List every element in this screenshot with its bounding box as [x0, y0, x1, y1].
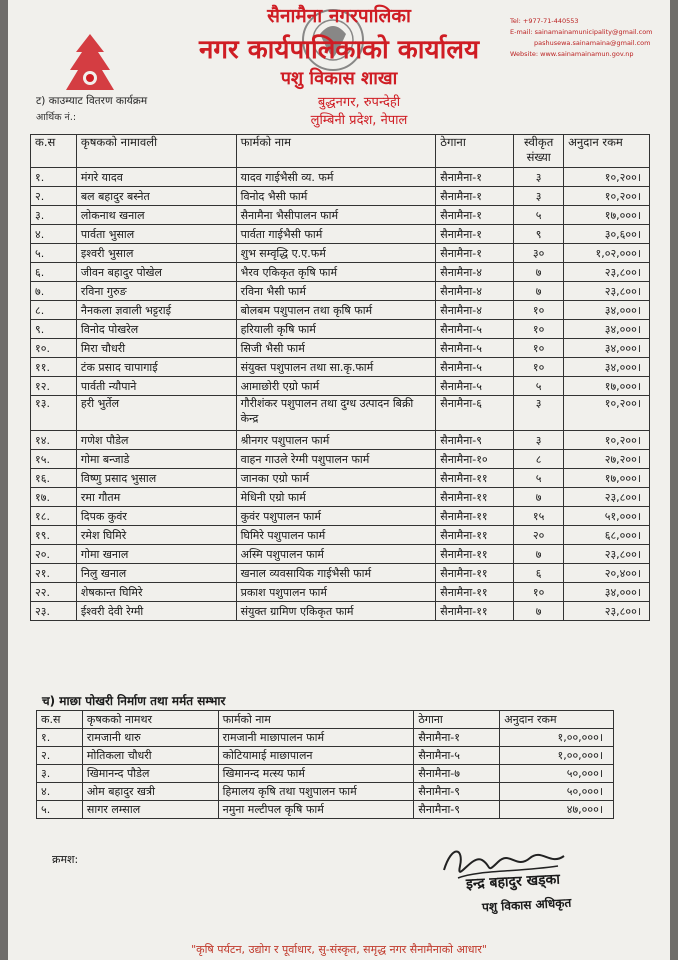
cell-farm-name: प्रकाश पशुपालन फार्म [236, 583, 436, 602]
signatory-name: इन्द्र बहादुर खड्का [465, 871, 561, 893]
cell-approved-count: ७ [514, 545, 564, 564]
table-row [31, 282, 650, 301]
table-row [31, 507, 650, 526]
cell-grant-amount: १,००,०००। [500, 747, 614, 765]
cell-grant-amount: २०,४००। [564, 564, 650, 583]
cell-address: सैनामैना-१० [436, 450, 514, 469]
table-row [37, 783, 614, 801]
cell-approved-count: ५ [514, 377, 564, 396]
cell-address: सैनामैना-५ [436, 320, 514, 339]
cell-grant-amount: ५०,०००। [500, 783, 614, 801]
col-header-address: ठेगाना [414, 711, 500, 729]
cell-approved-count: ७ [514, 263, 564, 282]
office-name: नगर कार्यपालिकाको कार्यालय [198, 35, 480, 65]
cell-sn: ४. [37, 783, 83, 801]
table-row [37, 801, 614, 819]
cell-grant-amount: २७,२००। [564, 450, 650, 469]
cell-farmer-name: ईश्वरी देवी रेग्मी [76, 602, 236, 621]
table-row [37, 747, 614, 765]
cell-sn: ११. [31, 358, 77, 377]
cell-approved-count: १० [514, 339, 564, 358]
letterhead [8, 0, 670, 128]
cell-address: सैनामैना-११ [436, 564, 514, 583]
cell-sn: २२. [31, 583, 77, 602]
cell-approved-count: ३० [514, 244, 564, 263]
cell-address: सैनामैना-४ [436, 282, 514, 301]
table-row [31, 431, 650, 450]
cell-grant-amount: ६८,०००। [564, 526, 650, 545]
cell-grant-amount: ३४,०००। [564, 320, 650, 339]
table-row [31, 206, 650, 225]
cell-approved-count: ५ [514, 469, 564, 488]
cell-sn: ३. [31, 206, 77, 225]
cell-farmer-name: गोमा बन्जाडे [76, 450, 236, 469]
contact-website: Website: www.sainamainamun.gov.np [510, 50, 634, 58]
cowmat-distribution-table [30, 134, 650, 621]
municipality-name: सैनामैना नगरपालिका [267, 5, 411, 27]
continued-marker: क्रमश: [52, 853, 79, 866]
cell-approved-count: १० [514, 320, 564, 339]
cell-farmer-name: इश्वरी भुसाल [76, 244, 236, 263]
cell-approved-count: १० [514, 583, 564, 602]
table-header-row [37, 711, 614, 729]
cell-farm-name: अस्मि पशुपालन फार्म [236, 545, 436, 564]
cell-farm-name: आमाछोरी एग्रो फार्म [236, 377, 436, 396]
cell-farmer-name: ओम बहादुर खत्री [82, 783, 218, 801]
cell-farm-name: यादव गाईभैसी व्य. फर्म [236, 168, 436, 187]
cell-address: सैनामैना-१ [436, 206, 514, 225]
col-header-farm: फार्मको नाम [236, 135, 436, 168]
col-header-grant-amount: अनुदान रकम [500, 711, 614, 729]
cell-sn: ५. [31, 244, 77, 263]
cell-farmer-name: बल बहादुर बस्नेत [76, 187, 236, 206]
table-row [31, 225, 650, 244]
cell-farm-name: वाहन गाउले रेग्मी पशुपालन फार्म [236, 450, 436, 469]
cell-grant-amount: १७,०००। [564, 377, 650, 396]
cell-address: सैनामैना-७ [414, 765, 500, 783]
cell-address: सैनामैना-४ [436, 301, 514, 320]
table-row [37, 729, 614, 747]
cell-grant-amount: २३,८००। [564, 282, 650, 301]
cell-approved-count: २० [514, 526, 564, 545]
cell-approved-count: ६ [514, 564, 564, 583]
cell-farmer-name: मंगरे यादव [76, 168, 236, 187]
cell-farmer-name: लोकनाथ खनाल [76, 206, 236, 225]
cell-farmer-name: गोमा खनाल [76, 545, 236, 564]
cell-address: सैनामैना-९ [436, 431, 514, 450]
cell-farmer-name: रमा गौतम [76, 488, 236, 507]
cell-grant-amount: ५१,०००। [564, 507, 650, 526]
cell-farm-name: कोटियामाई माछापालन [218, 747, 414, 765]
cell-approved-count: ३ [514, 431, 564, 450]
table-row [37, 765, 614, 783]
table-header-row [31, 135, 650, 168]
table-row [31, 168, 650, 187]
cell-farmer-name: विष्णु प्रसाद भुसाल [76, 469, 236, 488]
cell-farm-name: मेधिनी एग्रो फार्म [236, 488, 436, 507]
table-row [31, 602, 650, 621]
cell-sn: १०. [31, 339, 77, 358]
cell-grant-amount: ३४,०००। [564, 583, 650, 602]
cell-farm-name: खनाल व्यवसायिक गाईभैसी फार्म [236, 564, 436, 583]
contact-tel: Tel: +977-71-440553 [510, 17, 579, 25]
cell-sn: २. [31, 187, 77, 206]
table-row [31, 187, 650, 206]
cell-grant-amount: ४७,०००। [500, 801, 614, 819]
cell-sn: ४. [31, 225, 77, 244]
cell-farmer-name: पार्वती न्यौपाने [76, 377, 236, 396]
cell-address: सैनामैना-५ [414, 747, 500, 765]
cell-sn: ३. [37, 765, 83, 783]
cell-farm-name: संयुक्त पशुपालन तथा सा.कृ.फार्म [236, 358, 436, 377]
cell-farm-name: संयुक्त ग्रामिण एकिकृत फार्म [236, 602, 436, 621]
cell-farmer-name: रविना गुरुङ [76, 282, 236, 301]
table-row [31, 488, 650, 507]
cell-address: सैनामैना-११ [436, 545, 514, 564]
col-header-approved-count: स्वीकृत संख्या [514, 135, 564, 168]
cell-farm-name: शुभ सम्वृद्धि ए.ए.फर्म [236, 244, 436, 263]
cell-farmer-name: मोतिकला चौधरी [82, 747, 218, 765]
cell-grant-amount: १०,२००। [564, 431, 650, 450]
table-row [31, 301, 650, 320]
table-row [31, 263, 650, 282]
fish-pond-table [36, 710, 614, 819]
cell-approved-count: १० [514, 301, 564, 320]
cell-address: सैनामैना-६ [436, 396, 514, 431]
office-address: बुद्धनगर, रुपन्देही [317, 95, 401, 110]
cell-address: सैनामैना-४ [436, 263, 514, 282]
cell-sn: १८. [31, 507, 77, 526]
cell-farm-name: बोलबम पशुपालन तथा कृषि फार्म [236, 301, 436, 320]
cell-grant-amount: १,००,०००। [500, 729, 614, 747]
cell-farm-name: हिमालय कृषि तथा पशुपालन फार्म [218, 783, 414, 801]
cell-farm-name: सिजी भैसी फार्म [236, 339, 436, 358]
cell-sn: ५. [37, 801, 83, 819]
cell-approved-count: ७ [514, 488, 564, 507]
cell-farm-name: नमुना मल्टीपल कृषि फार्म [218, 801, 414, 819]
program-title: ट) काउम्याट वितरण कार्यक्रम [36, 95, 148, 107]
cell-sn: २१. [31, 564, 77, 583]
col-header-grant-amount: अनुदान रकम [564, 135, 650, 168]
cell-farmer-name: निलु खनाल [76, 564, 236, 583]
cell-sn: २०. [31, 545, 77, 564]
cell-approved-count: ७ [514, 602, 564, 621]
col-header-sn: क.स [31, 135, 77, 168]
cell-grant-amount: ३४,०००। [564, 301, 650, 320]
branch-name: पशु विकास शाखा [280, 68, 398, 89]
cell-approved-count: ५ [514, 206, 564, 225]
cell-approved-count: ७ [514, 282, 564, 301]
cell-grant-amount: १,०२,०००। [564, 244, 650, 263]
cell-sn: ८. [31, 301, 77, 320]
cell-farm-name: खिमानन्द मत्स्य फार्म [218, 765, 414, 783]
cell-grant-amount: १७,०००। [564, 206, 650, 225]
col-header-sn: क.स [37, 711, 83, 729]
cell-grant-amount: ३०,६००। [564, 225, 650, 244]
cell-approved-count: १० [514, 358, 564, 377]
cell-farm-name: घिमिरे पशुपालन फार्म [236, 526, 436, 545]
cell-farmer-name: रामजानी थारु [82, 729, 218, 747]
cell-approved-count: ३ [514, 168, 564, 187]
cell-address: सैनामैना-९ [414, 783, 500, 801]
cell-farmer-name: पार्वता भुसाल [76, 225, 236, 244]
table-row [31, 583, 650, 602]
cell-farm-name: रामजानी माछापालन फार्म [218, 729, 414, 747]
cell-approved-count: ३ [514, 396, 564, 431]
cell-grant-amount: १०,२००। [564, 168, 650, 187]
cell-sn: ७. [31, 282, 77, 301]
cell-farmer-name: नैनकला ज्ञवाली भट्टराई [76, 301, 236, 320]
cell-farmer-name: हरी भुर्तेल [76, 396, 236, 431]
cell-farmer-name: खिमानन्द पौडेल [82, 765, 218, 783]
cell-sn: ६. [31, 263, 77, 282]
cell-address: सैनामैना-११ [436, 583, 514, 602]
cell-farmer-name: सागर लम्साल [82, 801, 218, 819]
contact-block [510, 16, 660, 60]
cell-farm-name: जानका एग्रो फार्म [236, 469, 436, 488]
cell-farm-name: श्रीनगर पशुपालन फार्म [236, 431, 436, 450]
cell-address: सैनामैना-५ [436, 377, 514, 396]
table-row [31, 564, 650, 583]
cell-sn: १२. [31, 377, 77, 396]
table-row [31, 526, 650, 545]
table-row [31, 244, 650, 263]
cell-sn: १४. [31, 431, 77, 450]
cell-grant-amount: २३,८००। [564, 263, 650, 282]
cell-farmer-name: गणेश पौडेल [76, 431, 236, 450]
cell-sn: १९. [31, 526, 77, 545]
table-row [31, 320, 650, 339]
cell-address: सैनामैना-१ [436, 225, 514, 244]
cell-grant-amount: १०,२००। [564, 396, 650, 431]
cell-farm-name: सैनामैना भैसीपालन फार्म [236, 206, 436, 225]
cell-sn: १. [31, 168, 77, 187]
table-row [31, 469, 650, 488]
cell-grant-amount: १०,२००। [564, 187, 650, 206]
document-page [8, 0, 670, 960]
cell-grant-amount: ५०,०००। [500, 765, 614, 783]
program-subtitle: आर्थिक नं.: [36, 112, 77, 123]
cell-farm-name: गौरीशंकर पशुपालन तथा दुग्ध उत्पादन बिक्री केन्द्र [236, 396, 436, 431]
cell-sn: १७. [31, 488, 77, 507]
cell-address: सैनामैना-११ [436, 526, 514, 545]
cell-farmer-name: दिपक कुवंर [76, 507, 236, 526]
cell-sn: २३. [31, 602, 77, 621]
office-province: लुम्बिनी प्रदेश, नेपाल [310, 113, 408, 128]
cell-approved-count: १५ [514, 507, 564, 526]
cell-approved-count: ८ [514, 450, 564, 469]
signatory-designation: पशु विकास अधिकृत [481, 895, 572, 915]
table-row [31, 396, 650, 431]
cell-grant-amount: १७,०००। [564, 469, 650, 488]
cell-sn: १. [37, 729, 83, 747]
cell-farmer-name: विनोद पोखरेल [76, 320, 236, 339]
cell-farmer-name: रमेश घिमिरे [76, 526, 236, 545]
table-row [31, 339, 650, 358]
cell-farmer-name: शेषकान्त घिमिरे [76, 583, 236, 602]
cell-farm-name: भैरव एकिकृत कृषि फार्म [236, 263, 436, 282]
cell-approved-count: ९ [514, 225, 564, 244]
cell-address: सैनामैना-११ [436, 469, 514, 488]
col-header-farmer: कृषकको नामथर [82, 711, 218, 729]
cell-address: सैनामैना-१ [436, 168, 514, 187]
cell-farmer-name: मिरा चौधरी [76, 339, 236, 358]
footer-slogan: "कृषि पर्यटन, उद्योग र पूर्वाधार, सु-संस्कृत, समृद्ध नगर सैनामैनाको आधार" [191, 943, 487, 956]
cell-grant-amount: ३४,०००। [564, 358, 650, 377]
table-row [31, 377, 650, 396]
table-row [31, 450, 650, 469]
cell-address: सैनामैना-५ [436, 339, 514, 358]
contact-email: E-mail: sainamainamunicipality@gmail.com [510, 28, 653, 36]
section-fish-pond-title: च) माछा पोखरी निर्माण तथा मर्मत सम्भार [42, 694, 226, 708]
cell-grant-amount: ३४,०००। [564, 339, 650, 358]
table-row [31, 358, 650, 377]
cell-address: सैनामैना-११ [436, 488, 514, 507]
cell-farmer-name: टंक प्रसाद चापागाई [76, 358, 236, 377]
cell-sn: १३. [31, 396, 77, 431]
cell-grant-amount: २३,८००। [564, 545, 650, 564]
cell-address: सैनामैना-१ [414, 729, 500, 747]
cell-farm-name: रविना भैसी फार्म [236, 282, 436, 301]
cell-sn: २. [37, 747, 83, 765]
cell-address: सैनामैना-११ [436, 602, 514, 621]
col-header-farmer: कृषकको नामावली [76, 135, 236, 168]
cell-sn: ९. [31, 320, 77, 339]
col-header-farm: फार्मको नाम [218, 711, 414, 729]
cell-address: सैनामैना-११ [436, 507, 514, 526]
cell-sn: १५. [31, 450, 77, 469]
cell-approved-count: ३ [514, 187, 564, 206]
cell-farm-name: हरियाली कृषि फार्म [236, 320, 436, 339]
cell-farm-name: पार्वता गाईभैसी फार्म [236, 225, 436, 244]
contact-email-alt: pashusewa.sainamaina@gmail.com [534, 39, 651, 47]
col-header-address: ठेगाना [436, 135, 514, 168]
cell-address: सैनामैना-१ [436, 244, 514, 263]
cell-address: सैनामैना-५ [436, 358, 514, 377]
cell-address: सैनामैना-१ [436, 187, 514, 206]
cell-grant-amount: २३,८००। [564, 602, 650, 621]
table-row [31, 545, 650, 564]
cell-farm-name: कुवंर पशुपालन फार्म [236, 507, 436, 526]
cell-sn: १६. [31, 469, 77, 488]
cell-grant-amount: २३,८००। [564, 488, 650, 507]
cell-farmer-name: जीवन बहादुर पोखेल [76, 263, 236, 282]
cell-farm-name: विनोद भैसी फार्म [236, 187, 436, 206]
cell-address: सैनामैना-९ [414, 801, 500, 819]
